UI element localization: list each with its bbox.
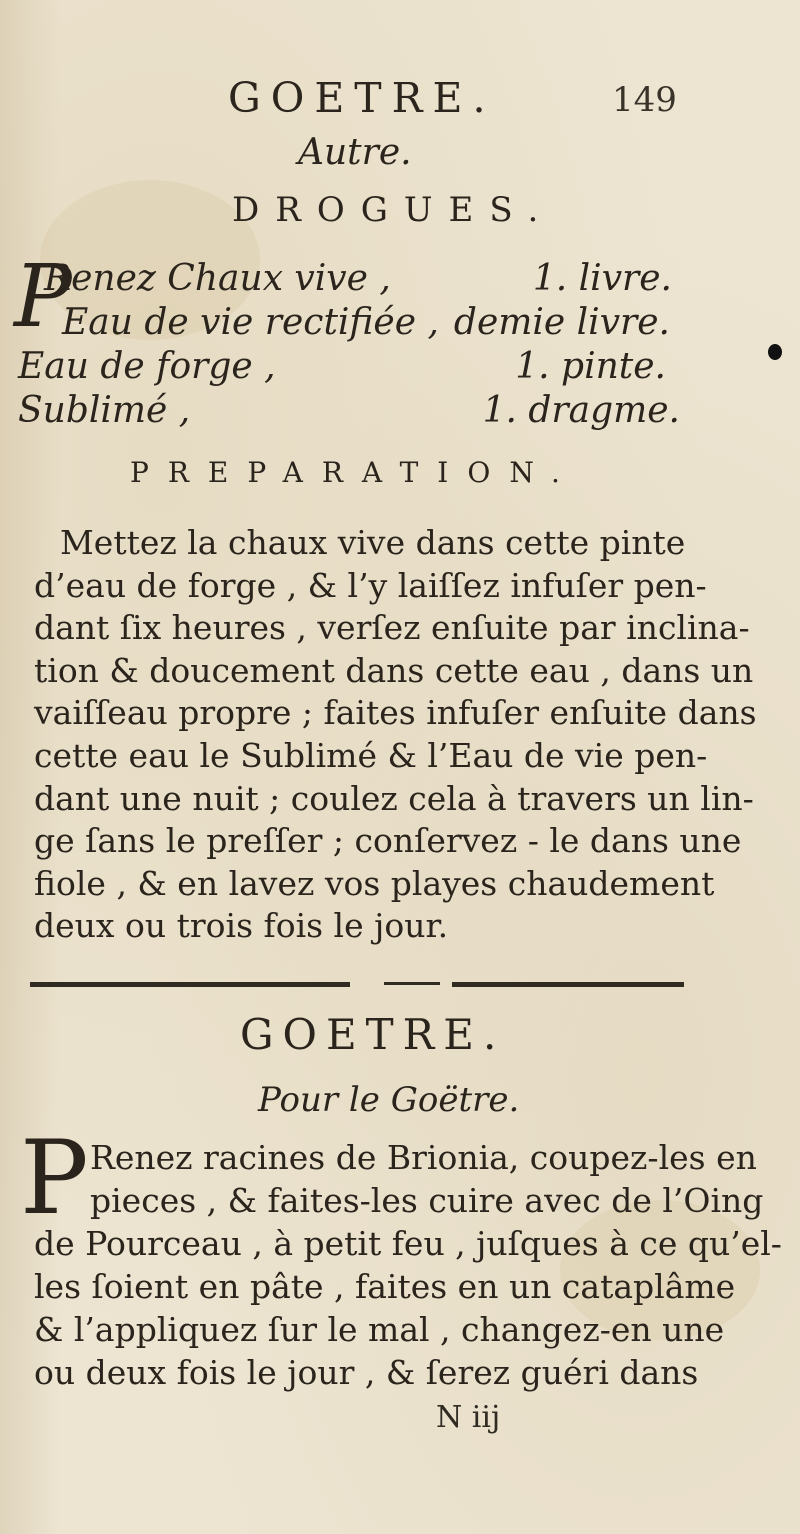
ingredient-quantity: demie livre. — [453, 302, 670, 343]
preparation-text — [34, 522, 757, 948]
ingredient-quantity: 1. pinte. — [515, 346, 666, 387]
text-line: de Pourceau , à petit feu , juſques à ce qu’el- — [34, 1224, 782, 1263]
ingredient-row — [0, 258, 800, 306]
divider-rule — [452, 982, 684, 987]
text-line: fiole , & en lavez vos playes chaudement — [34, 863, 715, 903]
ingredient-name: Eau de forge , — [18, 346, 276, 387]
running-title: GOETRE. — [228, 74, 496, 122]
divider-rule — [30, 982, 350, 987]
text-line: d’eau de forge , & l’y laiſſez infuſer pen- — [34, 565, 707, 605]
ingredient-quantity: 1. livre. — [532, 258, 672, 299]
ingredient-name: Sublimé , — [18, 390, 191, 431]
page-number: 149 — [612, 80, 677, 120]
preparation-heading: PREPARATION. — [130, 456, 579, 489]
text-line: ge ſans le preſſer ; conſervez - le dans une — [34, 821, 742, 861]
text-line: dant une nuit ; coulez cela à travers un lin- — [34, 778, 754, 818]
text-line: ou deux fois le jour , & ſerez guéri dans — [34, 1353, 699, 1392]
text-line: tion & doucement dans cette eau , dans un — [34, 650, 754, 690]
ink-blot — [768, 344, 782, 360]
text-line: Mettez la chaux vive dans cette pinte — [60, 523, 686, 562]
ingredient-row — [0, 390, 800, 438]
text-line: dant ſix heures , verſez enſuite par inclina- — [34, 608, 750, 648]
divider-rule — [384, 982, 440, 985]
ingredient-name: Eau de vie rectifiée , — [62, 302, 439, 343]
recipe-subtitle: Autre. — [298, 132, 412, 173]
ingredient-row — [0, 346, 800, 394]
text-line: & l’appliquez ſur le mal , changez-en une — [34, 1310, 725, 1349]
text-line: pieces , & faites-les cuire avec de l’Oing — [90, 1181, 764, 1220]
drop-cap: P — [14, 247, 72, 347]
ingredient-quantity: 1. dragme. — [482, 390, 680, 431]
text-line: cette eau le Sublimé & l’Eau de vie pen- — [34, 735, 708, 775]
text-line: Renez racines de Brionia, coupez-les en — [90, 1138, 757, 1177]
recipe-subtitle: Pour le Goëtre. — [258, 1080, 520, 1120]
section-title: GOETRE. — [240, 1010, 506, 1059]
text-line: vaiſſeau propre ; faites infuſer enſuite dans — [34, 693, 757, 733]
text-line: les ſoient en pâte , faites en un cataplâme — [34, 1267, 736, 1306]
running-header — [0, 72, 800, 132]
recipe-text — [34, 1136, 782, 1394]
text-line: deux ou trois fois le jour. — [34, 906, 449, 946]
signature-mark: N iij — [436, 1400, 501, 1435]
drugs-heading: DROGUES. — [232, 190, 555, 230]
ingredient-row — [0, 302, 800, 350]
ingredient-name: Renez Chaux vive , — [44, 258, 391, 299]
drop-cap: P — [20, 1119, 89, 1238]
